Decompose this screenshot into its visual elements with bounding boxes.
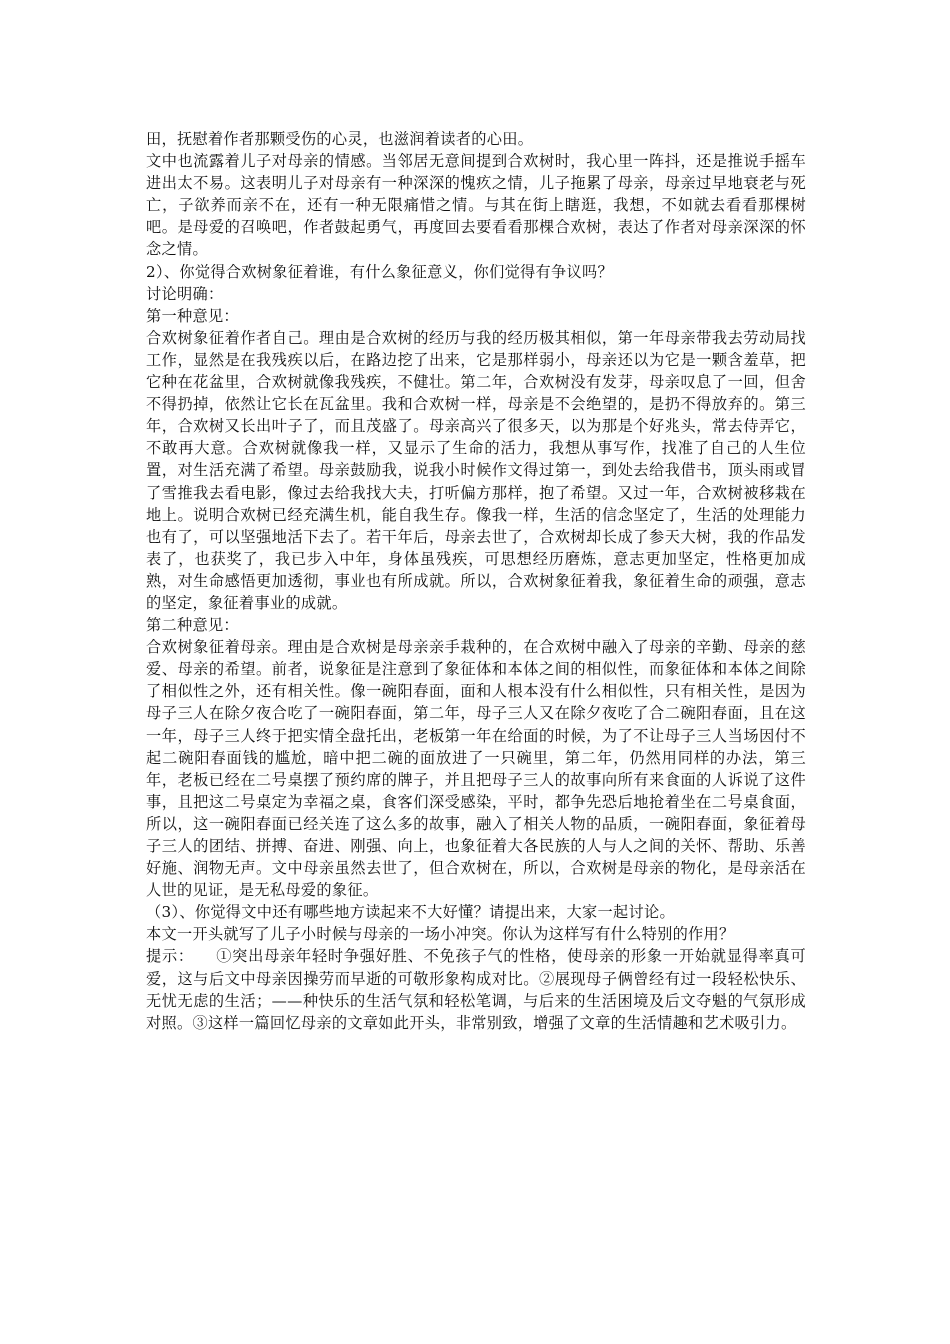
opinion-1-heading: 第一种意见： (146, 306, 239, 325)
question-2: 2）、你觉得合欢树象征着谁，有什么象征意义，你们觉得有争议吗？ (146, 262, 613, 281)
hint-paragraph: 提示： ①突出母亲年轻时争强好胜、不免孩子气的性格，使母亲的形象一开始就显得率真可爱，这与后文中母亲因操劳而早逝的可敬形象构成对比。②展现母子俩曾经有过一段轻松快乐、无忧无虑的生活；——种快乐的生活气氛和轻松笔调，与后来的生活困境及后文夺魁的气氛形成对照。③这样一篇回忆母亲的文章如此开头，非常别致，增强了文章的生活情趣和艺术吸引力。 (146, 947, 806, 1032)
opinion-2-body: 合欢树象征着母亲。理由是合欢树是母亲亲手栽种的，在合欢树中融入了母亲的辛勤、母亲的慈爱、母亲的希望。前者，说象征是注意到了象征体和本体之间的相似性，而象征体和本体之间除了相似性之外，还有相关性。像一碗阳春面，面和人根本没有什么相似性，只有相关性，是因为母子三人在除夕夜合吃了一碗阳春面，第二年，母子三人又在除夕夜吃了合二碗阳春面，且在这一年，母子三人终于把实情全盘托出，老板第一年在给面的时候，为了不让母子三人当场因付不起二碗阳春面钱的尴尬，暗中把二碗的面放进了一只碗里，第二年，仍然用同样的办法，第三年，老板已经在二号桌摆了预约席的牌子，并且把母子三人的故事向所有来食面的人诉说了这件事，且把这二号桌定为幸福之桌，食客们深受感染，平时，都争先恐后地抢着坐在二号桌食面，所以，这一碗阳春面已经关连了这么多的故事，融入了相关人物的品质，一碗阳春面，象征着母子三人的团结、拼搏、奋进、刚强、向上，也象征着大各民族的人与人之间的关怀、帮助、乐善好施、润物无声。文中母亲虽然去世了，但合欢树在，所以，合欢树是母亲的物化，是母亲活在人世的见证，是无私母爱的象征。 (146, 638, 806, 900)
opening-question: 本文一开头就写了儿子小时候与母亲的一场小冲突。你认为这样写有什么特别的作用？ (146, 925, 735, 944)
paragraph-son-feelings: 文中也流露着儿子对母亲的情感。当邻居无意间提到合欢树时，我心里一阵抖，还是推说手摇车进出太不易。这表明儿子对母亲有一种深深的愧疚之情，儿子拖累了母亲，母亲过早地衰老与死亡，子欲养而亲不在，还有一种无限痛惜之情。与其在街上瞎逛，我想，不如就去看看那棵树吧。是母爱的召唤吧，作者鼓起勇气，再度回去要看看那棵合欢树，表达了作者对母亲深深的怀念之情。 (146, 152, 806, 259)
document-page (146, 128, 806, 1034)
opinion-2-heading: 第二种意见： (146, 616, 239, 635)
discussion-heading: 讨论明确： (146, 284, 224, 303)
opinion-1-body: 合欢树象征着作者自己。理由是合欢树的经历与我的经历极其相似，第一年母亲带我去劳动局找工作，显然是在我残疾以后，在路边挖了出来，它是那样弱小，母亲还以为它是一颗含羞草，把它种在花盆里，合欢树就像我残疾，不健壮。第二年，合欢树没有发芽，母亲叹息了一回，但舍不得扔掉，依然让它长在瓦盆里。我和合欢树一样，母亲是不会绝望的，是扔不得放弃的。第三年，合欢树又长出叶子了，而且茂盛了。母亲高兴了很多天，以为那是个好兆头，常去侍弄它，不敢再大意。合欢树就像我一样，又显示了生命的活力，我想从事写作，找准了自己的人生位置，对生活充满了希望。母亲鼓励我，说我小时候作文得过第一，到处去给我借书，顶头雨或冒了雪推我去看电影，像过去给我找大夫，打听偏方那样，抱了希望。又过一年，合欢树被移栽在地上。说明合欢树已经充满生机，能自我生存。像我一样，生活的信念坚定了，生活的处理能力也有了，可以坚强地活下去了。若干年后，母亲去世了，合欢树却长成了参天大树，我的作品发表了，也获奖了，我已步入中年，身体虽残疾，可思想经历磨炼，意志更加坚定，性格更加成熟，对生命感悟更加透彻，事业也有所成就。所以，合欢树象征着我，象征着生命的顽强，意志的坚定，象征着事业的成就。 (146, 328, 806, 612)
question-3: （3）、你觉得文中还有哪些地方读起来不大好懂？请提出来，大家一起讨论。 (146, 903, 675, 922)
paragraph-continuation: 田，抚慰着作者那颗受伤的心灵，也滋润着读者的心田。 (146, 130, 534, 148)
